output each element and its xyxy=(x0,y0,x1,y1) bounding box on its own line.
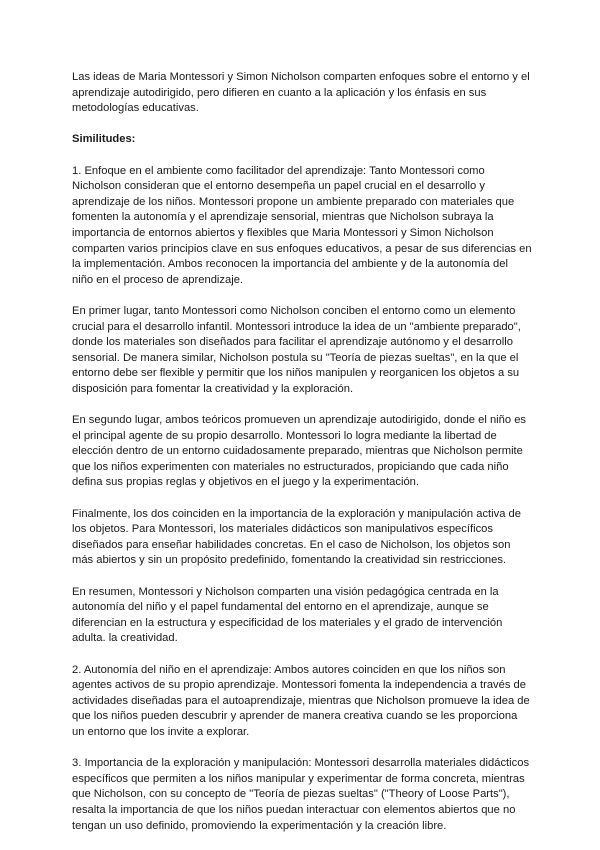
paragraph-6: 2. Autonomía del niño en el aprendizaje: Ambos autores coinciden en que los niños son agentes activos de su propio aprendizaje. Montessori fomenta la independencia a través de actividades diseñadas para el autoaprendizaje, mientras que Nicholson promueve la idea de que los niños pueden descubrir y aprender de manera creativa cuando se les proporciona un entorno que los invite a explorar. xyxy=(72,663,530,738)
intro-paragraph: Las ideas de Maria Montessori y Simon Nicholson comparten enfoques sobre el entorno y el aprendizaje autodirigido, pero difieren en cuanto a la aplicación y los énfasis en sus metodologías educativas. xyxy=(72,71,530,115)
paragraph-2: En primer lugar, tanto Montessori como Nicholson conciben el entorno como un elemento crucial para el desarrollo infantil. Montessori introduce la idea de un "ambiente preparado", donde los materiales son diseñados para facilitar el aprendizaje autónomo y el desarrollo sensorial. De manera similar, Nicholson postula su "Teoría de piezas sueltas", en la que el entorno debe ser flexible y permitir que los niños manipulen y reorganicen los objetos a su disposición para fomentar la creatividad y la exploración. xyxy=(72,304,521,395)
paragraph-3: En segundo lugar, ambos teóricos promueven un aprendizaje autodirigido, donde el niño es el principal agente de su propio desarrollo. Montessori lo logra mediante la libertad de elección dentro de un entorno cuidadosamente preparado, mientras que Nicholson permite que los niños experimenten con materiales no estructurados, propiciando que cada niño defina sus propias reglas y objetivos en el juego y la experimentación. xyxy=(72,414,527,489)
paragraph-4: Finalmente, los dos coinciden en la importancia de la exploración y manipulación activa de los objetos. Para Montessori, los materiales didácticos son manipulativos específicos diseñados para enseñar habilidades concretas. En el caso de Nicholson, los objetos son más abiertos y sin un propósito predefinido, fomentando la creatividad sin restricciones. xyxy=(72,507,521,567)
paragraph-5: En resumen, Montessori y Nicholson comparten una visión pedagógica centrada en la autonomía del niño y el papel fundamental del entorno en el aprendizaje, aunque se diferencian en la estructura y especificidad de los materiales y el grado de intervención adulta. la creatividad. xyxy=(72,585,503,645)
paragraph-1: 1. Enfoque en el ambiente como facilitador del aprendizaje: Tanto Montessori como Nicholson consideran que el entorno desempeña un papel crucial en el desarrollo y aprendizaje de los niños. Montessori propone un ambiente preparado con materiales que fomenten la autonomía y el aprendizaje sensorial, mientras que Nicholson subraya la importancia de entornos abiertos y flexibles que Maria Montessori y Simon Nicholson comparten varios principios clave en sus enfoques educativos, a pesar de sus diferencias en la implementación. Ambos reconocen la importancia del ambiente y de la autonomía del niño en el proceso de aprendizaje. xyxy=(72,164,532,286)
similarities-heading: Similitudes: xyxy=(72,133,136,146)
paragraph-7: 3. Importancia de la exploración y manipulación: Montessori desarrolla materiales didácticos específicos que permiten a los niños manipular y experimentar de forma concreta, mientras que Nicholson, con su concepto de "Teoría de piezas sueltas" ("Theory of Loose Parts"), resalta la importancia de que los niños puedan interactuar con elementos abiertos que no tengan un uso definido, promoviendo la experimentación y la creación libre. xyxy=(72,757,530,832)
document-body xyxy=(72,70,532,850)
